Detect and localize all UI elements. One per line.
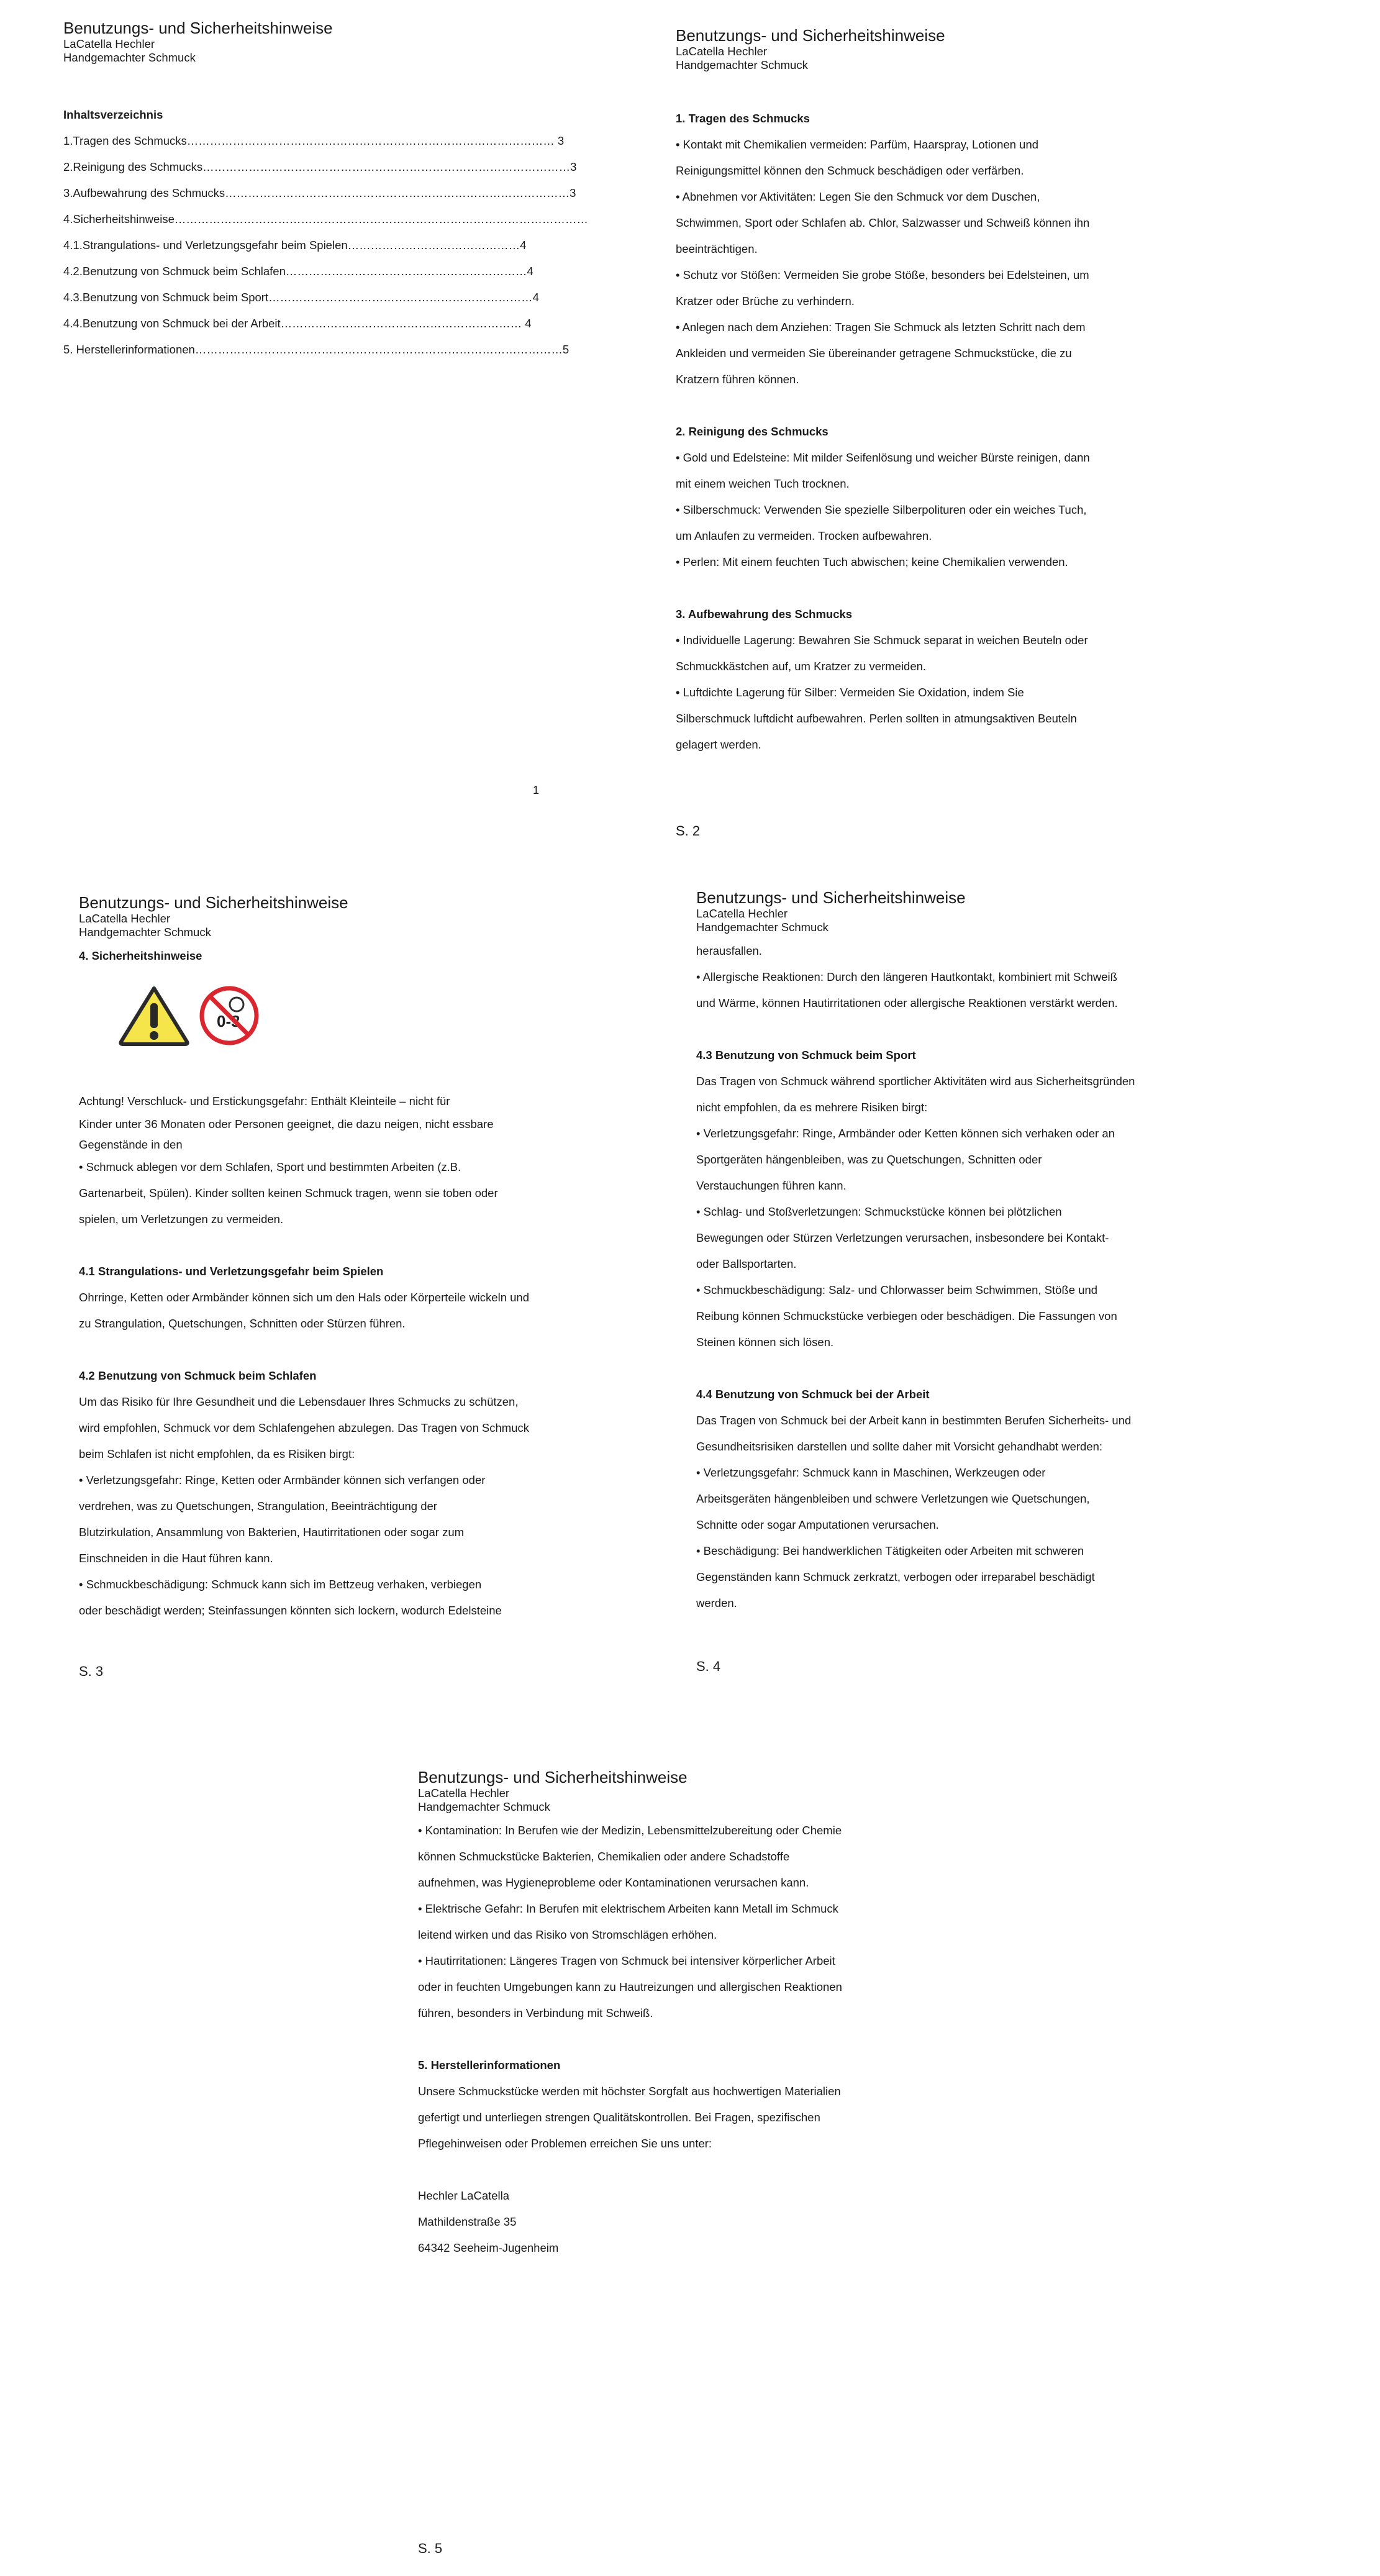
text-line: • Abnehmen vor Aktivitäten: Legen Sie den Schmuck vor dem Duschen,: [676, 190, 1040, 203]
text-line: oder in feuchten Umgebungen kann zu Hautreizungen und allergischen Reaktionen: [418, 1980, 842, 1993]
text-line: werden.: [696, 1596, 737, 1609]
text-line: • Verletzungsgefahr: Ringe, Armbänder oder Ketten können sich verhaken oder an: [696, 1127, 1115, 1140]
text-line: Gartenarbeit, Spülen). Kinder sollten keinen Schmuck tragen, wenn sie toben oder: [79, 1186, 498, 1199]
toc-item[interactable]: 1.Tragen des Schmucks…………………………………………………………………………………… 3: [63, 134, 565, 147]
text-line: können Schmuckstücke Bakterien, Chemikalien oder andere Schadstoffe: [418, 1850, 790, 1863]
text-line: wird empfohlen, Schmuck vor dem Schlafengehen abzulegen. Das Tragen von Schmuck: [79, 1421, 529, 1434]
text-line: Bewegungen oder Stürzen Verletzungen verursachen, insbesondere bei Kontakt-: [696, 1231, 1109, 1244]
text-line: Kratzer oder Brüche zu verhindern.: [676, 294, 855, 307]
page-number: S. 4: [696, 1659, 721, 1674]
text-line: • Schmuck ablegen vor dem Schlafen, Sport und bestimmten Arbeiten (z.B.: [79, 1160, 461, 1173]
toc-item[interactable]: 4.Sicherheitshinweise………………………………………………………………………………………………: [63, 212, 588, 225]
company-tagline: Handgemachter Schmuck: [418, 1800, 550, 1813]
table-of-contents: [63, 128, 588, 363]
company-tagline: Handgemachter Schmuck: [63, 51, 196, 64]
text-line: Das Tragen von Schmuck bei der Arbeit kann in bestimmten Berufen Sicherheits- und: [696, 1414, 1132, 1427]
company-name: LaCatella Hechler: [79, 912, 171, 925]
text-line: • Schmuckbeschädigung: Salz- und Chlorwasser beim Schwimmen, Stöße und: [696, 1283, 1098, 1296]
choking-warning: Achtung! Verschluck- und Erstickungsgefahr: Enthält Kleinteile – nicht für: [79, 1095, 450, 1108]
doc-title: Benutzungs- und Sicherheitshinweise: [676, 26, 945, 45]
section-title: 4.4 Benutzung von Schmuck bei der Arbeit: [696, 1388, 930, 1401]
text-line: Ankleiden und vermeiden Sie übereinander getragene Schmuckstücke, die zu: [676, 347, 1072, 360]
company-name: LaCatella Hechler: [696, 907, 788, 920]
section-title: 4.2 Benutzung von Schmuck beim Schlafen: [79, 1369, 317, 1382]
text-line: • Silberschmuck: Verwenden Sie spezielle Silberpolituren oder ein weiches Tuch,: [676, 503, 1087, 516]
text-line: Unsere Schmuckstücke werden mit höchster Sorgfalt aus hochwertigen Materialien: [418, 2085, 841, 2098]
manufacturer-address: [418, 2183, 1039, 2261]
doc-title: Benutzungs- und Sicherheitshinweise: [79, 893, 348, 912]
page-number: S. 5: [418, 2541, 443, 2556]
text-line: mit einem weichen Tuch trocknen.: [676, 477, 850, 490]
text-line: • Schmuckbeschädigung: Schmuck kann sich im Bettzeug verhaken, verbiegen: [79, 1578, 482, 1591]
text-line: Steinen können sich lösen.: [696, 1336, 834, 1349]
text-line: führen, besonders in Verbindung mit Schweiß.: [418, 2006, 653, 2019]
company-tagline: Handgemachter Schmuck: [79, 926, 211, 939]
text-line: gefertigt und unterliegen strengen Qualitätskontrollen. Bei Fragen, spezifischen: [418, 2111, 820, 2124]
section-title: 3. Aufbewahrung des Schmucks: [676, 608, 853, 621]
text-line: • Kontakt mit Chemikalien vermeiden: Parfüm, Haarspray, Lotionen und: [676, 138, 1039, 151]
text-line: aufnehmen, was Hygieneprobleme oder Kontaminationen verursachen kann.: [418, 1876, 809, 1889]
text-line: Silberschmuck luftdicht aufbewahren. Perlen sollten in atmungsaktiven Beuteln: [676, 712, 1077, 725]
address-line: Mathildenstraße 35: [418, 2215, 517, 2228]
toc-item[interactable]: 4.2.Benutzung von Schmuck beim Schlafen………………………………………………………4: [63, 265, 533, 278]
text-line: • Beschädigung: Bei handwerklichen Tätigkeiten oder Arbeiten mit schweren: [696, 1544, 1084, 1557]
text-line: • Schutz vor Stößen: Vermeiden Sie grobe Stöße, besonders bei Edelsteinen, um: [676, 268, 1089, 281]
section-title: 1. Tragen des Schmucks: [676, 112, 810, 125]
text-line: beeinträchtigen.: [676, 242, 758, 255]
company-name: LaCatella Hechler: [676, 45, 768, 58]
text-line: Schmuckkästchen auf, um Kratzer zu vermeiden.: [676, 660, 927, 673]
toc-title: Inhaltsverzeichnis: [63, 108, 163, 121]
text-line: Blutzirkulation, Ansammlung von Bakterien, Hautirritationen oder sogar zum: [79, 1526, 465, 1539]
page-4: [696, 888, 1305, 1616]
text-line: • Anlegen nach dem Anziehen: Tragen Sie Schmuck als letzten Schritt nach dem: [676, 321, 1086, 334]
warning-icon: [117, 985, 191, 1047]
text-line: • Kontamination: In Berufen wie der Medizin, Lebensmittelzubereitung oder Chemie: [418, 1824, 842, 1837]
address-line: Hechler LaCatella: [418, 2189, 510, 2202]
text-line: zu Strangulation, Quetschungen, Schnitten oder Stürzen führen.: [79, 1317, 406, 1330]
text-line: • Hautirritationen: Längeres Tragen von Schmuck bei intensiver körperlicher Arbeit: [418, 1954, 835, 1967]
choking-warning: Kinder unter 36 Monaten oder Personen geeignet, die dazu neigen, nicht essbare: [79, 1117, 494, 1131]
company-tagline: Handgemachter Schmuck: [696, 921, 828, 934]
text-line: oder Ballsportarten.: [696, 1257, 797, 1270]
text-line: • Verletzungsgefahr: Ringe, Ketten oder Armbänder können sich verfangen oder: [79, 1473, 486, 1486]
text-line: verdrehen, was zu Quetschungen, Strangulation, Beeinträchtigung der: [79, 1500, 437, 1513]
text-line: herausfallen.: [696, 944, 762, 957]
section-title: 2. Reinigung des Schmucks: [676, 425, 828, 438]
text-line: • Gold und Edelsteine: Mit milder Seifenlösung und weicher Bürste reinigen, dann: [676, 451, 1090, 464]
text-line: Gegenständen kann Schmuck zerkratzt, verbogen oder irreparabel beschädigt: [696, 1570, 1095, 1583]
text-line: • Luftdichte Lagerung für Silber: Vermeiden Sie Oxidation, indem Sie: [676, 686, 1024, 699]
doc-title: Benutzungs- und Sicherheitshinweise: [418, 1768, 688, 1786]
doc-title: Benutzungs- und Sicherheitshinweise: [696, 888, 966, 907]
toc-item[interactable]: 4.3.Benutzung von Schmuck beim Sport……………………………………………………………4: [63, 291, 539, 304]
section-title: 4.3 Benutzung von Schmuck beim Sport: [696, 1049, 916, 1062]
text-line: Arbeitsgeräten hängenbleiben und schwere Verletzungen wie Quetschungen,: [696, 1492, 1090, 1505]
text-line: oder beschädigt werden; Steinfassungen könnten sich lockern, wodurch Edelsteine: [79, 1604, 502, 1617]
no-children-0-3-icon: [198, 985, 260, 1047]
text-line: Reinigungsmittel können den Schmuck beschädigen oder verfärben.: [676, 164, 1024, 177]
page-5: [418, 1768, 1039, 2261]
age-label: 0-3: [217, 1012, 240, 1031]
text-line: Schwimmen, Sport oder Schlafen ab. Chlor, Salzwasser und Schweiß können ihn: [676, 216, 1090, 229]
text-line: Um das Risiko für Ihre Gesundheit und die Lebensdauer Ihres Schmucks zu schützen,: [79, 1395, 519, 1408]
choking-warning: Gegenstände in den: [79, 1138, 183, 1151]
page-3: [79, 893, 675, 1624]
text-line: • Schlag- und Stoßverletzungen: Schmuckstücke können bei plötzlichen: [696, 1205, 1062, 1218]
section-cleaning: [676, 419, 1297, 575]
text-line: gelagert werden.: [676, 738, 761, 751]
text-line: Pflegehinweisen oder Problemen erreichen Sie uns unter:: [418, 2137, 712, 2150]
address-line: 64342 Seeheim-Jugenheim: [418, 2241, 559, 2254]
text-line: Schnitte oder sogar Amputationen verursachen.: [696, 1518, 939, 1531]
toc-item[interactable]: 2.Reinigung des Schmucks……………………………………………………………………………………3: [63, 160, 577, 173]
company-name: LaCatella Hechler: [418, 1786, 510, 1800]
text-line: Gesundheitsrisiken darstellen und sollte daher mit Vorsicht gehandhabt werden:: [696, 1440, 1103, 1453]
text-line: • Individuelle Lagerung: Bewahren Sie Schmuck separat in weichen Beuteln oder: [676, 634, 1088, 647]
text-line: Einschneiden in die Haut führen kann.: [79, 1552, 273, 1565]
text-line: und Wärme, können Hautirritationen oder allergische Reaktionen verstärkt werden.: [696, 996, 1118, 1009]
text-line: beim Schlafen ist nicht empfohlen, da es Risiken birgt:: [79, 1447, 355, 1460]
doc-title: Benutzungs- und Sicherheitshinweise: [63, 19, 333, 37]
text-line: • Allergische Reaktionen: Durch den längeren Hautkontakt, kombiniert mit Schweiß: [696, 970, 1117, 983]
text-line: • Verletzungsgefahr: Schmuck kann in Maschinen, Werkzeugen oder: [696, 1466, 1046, 1479]
page-number: 1: [533, 784, 540, 796]
warning-icons: [117, 981, 675, 1050]
section-title: 4. Sicherheitshinweise: [79, 949, 202, 962]
section-wearing: [676, 106, 1297, 393]
toc-item[interactable]: 4.4.Benutzung von Schmuck bei der Arbeit……………………………………………………… 4: [63, 317, 532, 330]
text-line: Sportgeräten hängenbleiben, was zu Quetschungen, Schnitten oder: [696, 1153, 1042, 1166]
toc-item[interactable]: 5. Herstellerinformationen……………………………………………………………………………………5: [63, 343, 570, 356]
text-line: Reibung können Schmuckstücke verbiegen oder beschädigen. Die Fassungen von: [696, 1309, 1117, 1322]
text-line: nicht empfohlen, da es mehrere Risiken birgt:: [696, 1101, 928, 1114]
text-line: spielen, um Verletzungen zu vermeiden.: [79, 1213, 284, 1226]
company-tagline: Handgemachter Schmuck: [676, 58, 808, 71]
section-title: 4.1 Strangulations- und Verletzungsgefahr beim Spielen: [79, 1265, 384, 1278]
toc-item[interactable]: 3.Aufbewahrung des Schmucks………………………………………………………………………………3: [63, 186, 576, 199]
page-number: S. 3: [79, 1663, 104, 1679]
text-line: leitend wirken und das Risiko von Stromschlägen erhöhen.: [418, 1928, 717, 1941]
section-title: 5. Herstellerinformationen: [418, 2059, 561, 2072]
text-line: Das Tragen von Schmuck während sportlicher Aktivitäten wird aus Sicherheitsgründen: [696, 1075, 1135, 1088]
company-name: LaCatella Hechler: [63, 37, 155, 50]
toc-item[interactable]: 4.1.Strangulations- und Verletzungsgefahr beim Spielen………………………………………4: [63, 239, 527, 252]
page-number: S. 2: [676, 823, 701, 839]
text-line: • Perlen: Mit einem feuchten Tuch abwischen; keine Chemikalien verwenden.: [676, 555, 1068, 568]
text-line: • Elektrische Gefahr: In Berufen mit elektrischem Arbeiten kann Metall im Schmuck: [418, 1902, 838, 1915]
text-line: Ohrringe, Ketten oder Armbänder können sich um den Hals oder Körperteile wickeln und: [79, 1291, 529, 1304]
section-storage: [676, 601, 1297, 758]
text-line: Kratzern führen können.: [676, 373, 799, 386]
page-2: [676, 26, 1297, 758]
page-1: [63, 19, 588, 363]
text-line: Verstauchungen führen kann.: [696, 1179, 847, 1192]
text-line: um Anlaufen zu vermeiden. Trocken aufbewahren.: [676, 529, 932, 542]
